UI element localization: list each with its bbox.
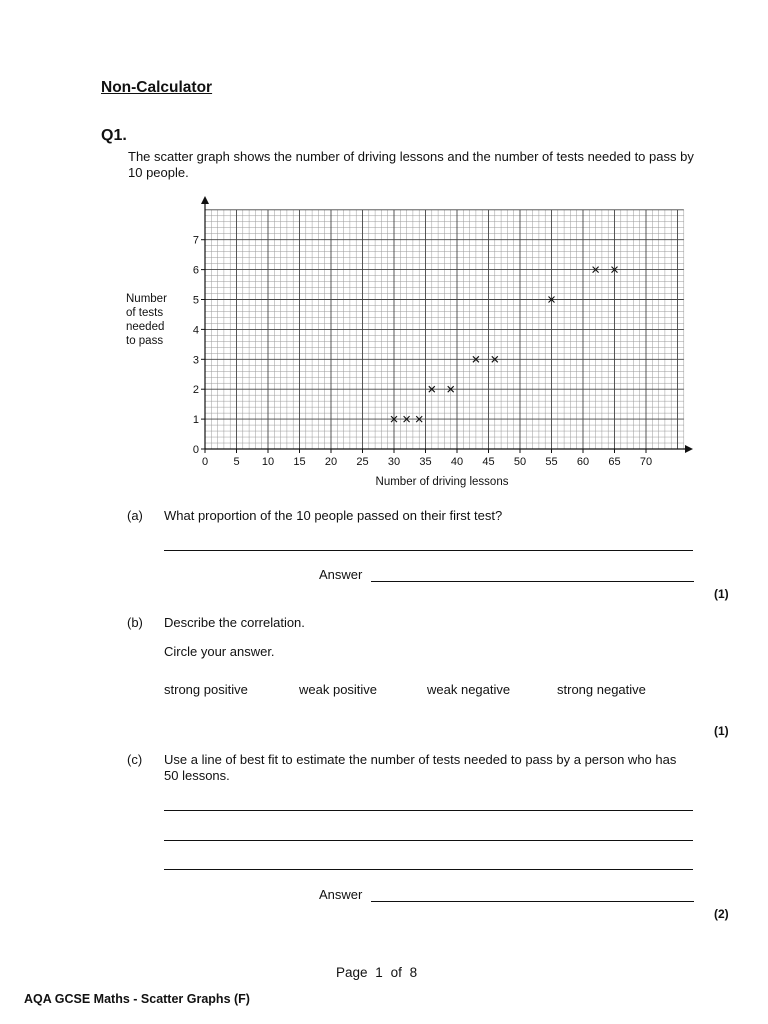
part-c-working-line-1[interactable] [164,810,693,811]
of-word: of [390,965,402,980]
x-tick-label: 65 [608,456,621,468]
x-tick-label: 15 [293,456,306,468]
y-axis-arrow [201,196,209,204]
part-b-marks: (1) [714,724,729,738]
page-word: Page [336,965,368,980]
question-number: Q1. [101,127,127,144]
x-tick-label: 5 [233,456,240,468]
part-c-letter: (c) [127,752,143,767]
y-axis-label-line: of tests [126,307,164,319]
part-c-working-line-3[interactable] [164,869,693,870]
page-indicator [336,965,417,980]
x-tick-label: 70 [639,456,653,468]
x-tick-label: 45 [482,456,495,468]
x-axis-arrow [685,445,693,453]
option-weak-negative[interactable]: weak negative [427,682,511,697]
y-tick-label: 5 [192,294,199,307]
option-strong-positive[interactable]: strong positive [164,682,248,697]
x-tick-label: 30 [387,456,401,468]
y-axis-label-line: needed [126,321,165,333]
x-tick-label: 50 [513,456,527,468]
part-b-instruction: Circle your answer. [164,644,275,659]
y-axis-label-line: Number [126,293,167,305]
y-tick-label: 1 [192,414,199,427]
x-tick-label: 60 [576,456,590,468]
part-c-marks: (2) [714,907,729,921]
y-tick-label: 2 [192,384,199,397]
y-tick-label: 7 [192,234,199,247]
section-title: Non-Calculator [101,79,213,96]
y-tick-label: 3 [192,354,199,367]
part-c-working-line-2[interactable] [164,840,693,841]
data-points [391,267,618,423]
x-tick-label: 40 [450,456,464,468]
axes [201,196,693,453]
part-a-answer-line[interactable] [371,581,694,582]
part-c-answer-label: Answer [319,887,363,902]
part-a-answer-label: Answer [319,567,363,582]
question-intro: The scatter graph shows the number of driving lessons and the number of tests needed to pass by 10 people. [128,149,694,180]
y-tick-label: 4 [192,324,199,337]
document-title: AQA GCSE Maths - Scatter Graphs (F) [24,992,250,1006]
y-tick-label: 0 [192,444,199,456]
part-a-working-line[interactable] [164,550,693,551]
part-b-question: Describe the correlation. [164,615,305,630]
page-total: 8 [409,965,418,980]
x-tick-label: 0 [201,456,209,468]
x-tick-labels [202,449,652,468]
page-number: 1 [375,965,383,980]
part-a-letter: (a) [127,508,143,523]
part-c-answer-line[interactable] [371,901,694,902]
option-weak-positive[interactable]: weak positive [299,682,378,697]
y-tick-label: 6 [192,264,199,277]
y-axis-label [126,293,167,347]
scatter-graph [0,190,768,495]
x-tick-label: 10 [261,456,275,468]
part-a-question: What proportion of the 10 people passed on their first test? [164,508,503,523]
part-a-marks: (1) [714,587,729,601]
part-c-question: Use a line of best fit to estimate the number of tests needed to pass by a person who has 50 lessons. [164,752,677,783]
x-axis-label: Number of driving lessons [375,476,509,488]
part-b-letter: (b) [127,615,143,630]
x-tick-label: 35 [419,456,432,468]
option-strong-negative[interactable]: strong negative [557,682,646,697]
x-tick-label: 25 [356,456,369,468]
x-tick-label: 55 [545,456,558,468]
y-tick-labels [193,235,205,456]
y-axis-label-line: to pass [126,335,164,347]
x-tick-label: 20 [324,456,338,468]
